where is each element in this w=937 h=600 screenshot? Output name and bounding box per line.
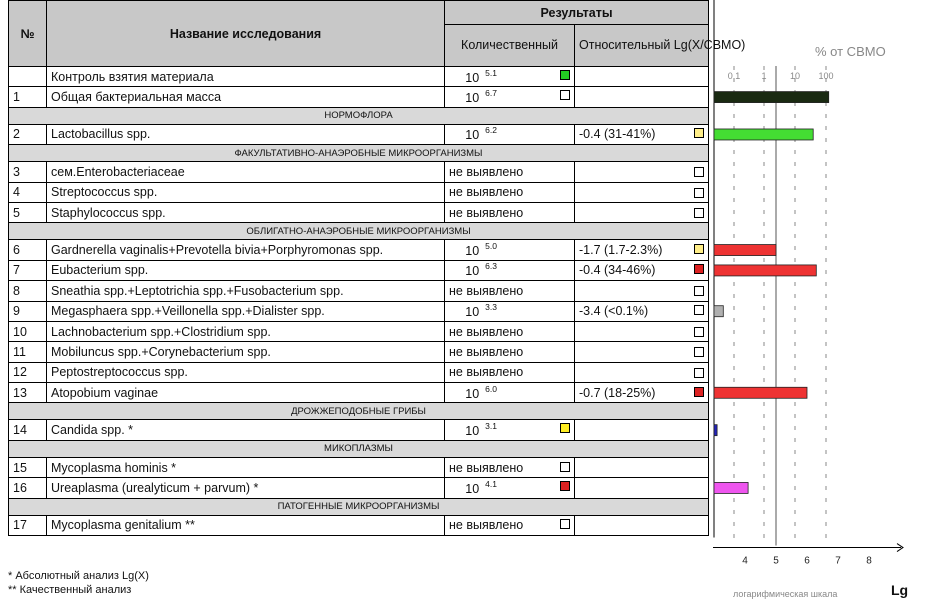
pct-title: % от СВМО: [815, 44, 886, 59]
bar-row-7: [714, 265, 816, 276]
status-box-icon: [560, 423, 570, 433]
section-row: [9, 107, 709, 124]
table-row: [9, 420, 709, 440]
quantitative-cell: [445, 342, 575, 362]
relative-cell: [575, 362, 709, 382]
status-box-icon: [560, 519, 570, 529]
row-number: 5: [9, 202, 47, 222]
quantitative-cell: [445, 124, 575, 144]
quantitative-cell: [445, 162, 575, 182]
table-row: [9, 124, 709, 144]
row-number: 3: [9, 162, 47, 182]
table-row: [9, 202, 709, 222]
quantitative-cell: [445, 67, 575, 87]
relative-cell: [575, 342, 709, 362]
quantitative-cell: [445, 281, 575, 301]
table-row: [9, 457, 709, 477]
test-name: Megasphaera spp.+Veillonella spp.+Dialister spp.: [47, 301, 445, 321]
status-box-icon: [694, 368, 704, 378]
test-name: Peptostreptococcus spp.: [47, 362, 445, 382]
quantitative-cell: [445, 515, 575, 535]
status-box-icon: [694, 264, 704, 274]
quantitative-cell: [445, 321, 575, 341]
table-row: [9, 182, 709, 202]
quantitative-cell: [445, 478, 575, 498]
quantity-base: 10: [465, 244, 480, 259]
quantity-base: 10: [465, 91, 480, 106]
row-number: 6: [9, 240, 47, 260]
quantity-exponent: 3.1: [485, 421, 497, 432]
quantitative-cell: [445, 383, 575, 403]
section-row: [9, 145, 709, 162]
quantity-exponent: 4.1: [485, 478, 497, 489]
status-box-icon: [560, 481, 570, 491]
test-name: Candida spp. *: [47, 420, 445, 440]
test-name: Lactobacillus spp.: [47, 124, 445, 144]
quantity-value: [449, 422, 497, 438]
test-name: Sneathia spp.+Leptotrichia spp.+Fusobacterium spp.: [47, 281, 445, 301]
bar-row-13: [714, 387, 807, 398]
quantity-value: [449, 480, 497, 496]
table-row: [9, 67, 709, 87]
relative-cell: [575, 321, 709, 341]
relative-cell: [575, 162, 709, 182]
pct-tick-label: 10: [789, 71, 801, 81]
quantity-exponent: 6.3: [485, 261, 497, 272]
section-row: [9, 403, 709, 420]
row-number: 15: [9, 457, 47, 477]
relative-cell: [575, 281, 709, 301]
row-number: 14: [9, 420, 47, 440]
table-row: [9, 478, 709, 498]
table-row: [9, 301, 709, 321]
col-rel-header: Относительный Lg(X/СВМО): [575, 25, 709, 67]
lg-tick-label: 4: [742, 555, 748, 567]
status-box-icon: [694, 188, 704, 198]
footnote-absolute: * Абсолютный анализ Lg(X): [8, 570, 149, 582]
table-row: [9, 281, 709, 301]
test-name: Общая бактериальная масса: [47, 87, 445, 107]
status-box-icon: [560, 90, 570, 100]
row-number: 11: [9, 342, 47, 362]
relative-cell: [575, 67, 709, 87]
quantity-value: [449, 89, 497, 105]
table-row: [9, 162, 709, 182]
relative-cell: [575, 124, 709, 144]
bar-row-16: [714, 482, 748, 493]
not-detected-label: не выявлено: [449, 344, 524, 359]
results-table: [8, 0, 746, 536]
quantitative-cell: [445, 362, 575, 382]
section-label: МИКОПЛАЗМЫ: [9, 440, 709, 457]
test-name: Lachnobacterium spp.+Clostridium spp.: [47, 321, 445, 341]
lg-tick-label: 5: [773, 555, 779, 567]
row-number: 9: [9, 301, 47, 321]
row-number: 12: [9, 362, 47, 382]
relative-value: -0.7 (18-25%): [579, 385, 656, 400]
section-label: ОБЛИГАТНО-АНАЭРОБНЫЕ МИКРООРГАНИЗМЫ: [9, 223, 709, 240]
not-detected-label: не выявлено: [449, 460, 524, 475]
axis-label-lg: Lg: [891, 582, 909, 598]
relative-cell: [575, 383, 709, 403]
test-name: сем.Enterobacteriaceae: [47, 162, 445, 182]
table-row: [9, 87, 709, 107]
quantity-base: 10: [465, 70, 480, 85]
quantity-value: [449, 126, 497, 142]
row-number: 13: [9, 383, 47, 403]
section-label: ФАКУЛЬТАТИВНО-АНАЭРОБНЫЕ МИКРООРГАНИЗМЫ: [9, 145, 709, 162]
not-detected-label: не выявлено: [449, 365, 524, 380]
quantitative-cell: [445, 420, 575, 440]
quantitative-cell: [445, 87, 575, 107]
quantitative-cell: [445, 457, 575, 477]
bar-row-9: [714, 306, 723, 317]
bar-row-2: [714, 129, 813, 140]
relative-value: -1.7 (1.7-2.3%): [579, 243, 663, 258]
relative-cell: [575, 301, 709, 321]
relative-cell: [575, 87, 709, 107]
status-box-icon: [694, 305, 704, 315]
not-detected-label: не выявлено: [449, 185, 524, 200]
quantity-base: 10: [465, 482, 480, 497]
relative-cell: [575, 420, 709, 440]
relative-value: -0.4 (34-46%): [579, 263, 656, 278]
quantity-value: [449, 262, 497, 278]
quantity-base: 10: [465, 264, 480, 279]
quantity-value: [449, 303, 497, 319]
section-row: [9, 223, 709, 240]
bar-row-6: [714, 245, 776, 256]
quantitative-cell: [445, 202, 575, 222]
quantity-base: 10: [465, 305, 480, 320]
log-scale-chart: [713, 0, 937, 600]
status-box-icon: [694, 167, 704, 177]
relative-cell: [575, 240, 709, 260]
quantity-base: 10: [465, 128, 480, 143]
relative-value: -3.4 (<0.1%): [579, 304, 649, 319]
table-row: [9, 342, 709, 362]
test-name: Atopobium vaginae: [47, 383, 445, 403]
lg-tick-label: 6: [804, 555, 810, 567]
quantity-exponent: 6.2: [485, 125, 497, 136]
status-box-icon: [694, 327, 704, 337]
not-detected-label: не выявлено: [449, 283, 524, 298]
pct-tick-label: 0.1: [727, 71, 741, 81]
quantity-exponent: 5.0: [485, 240, 497, 251]
pct-tick-label: 1: [761, 71, 767, 81]
bar-row-1: [714, 92, 829, 103]
relative-cell: [575, 202, 709, 222]
quantity-exponent: 3.3: [485, 302, 497, 313]
col-number-header: №: [9, 1, 47, 67]
section-label: ДРОЖЖЕПОДОБНЫЕ ГРИБЫ: [9, 403, 709, 420]
status-box-icon: [560, 462, 570, 472]
row-number: 2: [9, 124, 47, 144]
test-name: Streptococcus spp.: [47, 182, 445, 202]
quantity-exponent: 6.0: [485, 383, 497, 394]
row-number: 16: [9, 478, 47, 498]
lg-tick-label: 7: [835, 555, 841, 567]
pct-tick-label: 100: [818, 71, 834, 81]
row-number: 1: [9, 87, 47, 107]
quantitative-cell: [445, 301, 575, 321]
quantity-base: 10: [465, 424, 480, 439]
lg-tick-label: 8: [866, 555, 872, 567]
section-row: [9, 440, 709, 457]
table-row: [9, 260, 709, 280]
table-row: [9, 515, 709, 535]
footnotes: [8, 569, 149, 597]
not-detected-label: не выявлено: [449, 205, 524, 220]
test-name: Контроль взятия материала: [47, 67, 445, 87]
not-detected-label: не выявлено: [449, 518, 524, 533]
section-label: НОРМОФЛОРА: [9, 107, 709, 124]
quantity-exponent: 6.7: [485, 88, 497, 98]
table-row: [9, 362, 709, 382]
relative-cell: [575, 478, 709, 498]
footnote-qualitative: ** Качественный анализ: [8, 584, 132, 596]
quantitative-cell: [445, 260, 575, 280]
status-box-icon: [694, 387, 704, 397]
quantity-value: [449, 242, 497, 258]
test-name: Mobiluncus spp.+Corynebacterium spp.: [47, 342, 445, 362]
status-box-icon: [694, 286, 704, 296]
quantity-value: [449, 385, 497, 401]
col-results-header: Результаты: [445, 1, 709, 25]
table-row: [9, 240, 709, 260]
status-box-icon: [694, 208, 704, 218]
relative-cell: [575, 260, 709, 280]
relative-cell: [575, 515, 709, 535]
test-name: Mycoplasma genitalium **: [47, 515, 445, 535]
col-quant-header: Количественный: [445, 25, 575, 67]
quantitative-cell: [445, 240, 575, 260]
col-name-header: Название исследования: [47, 1, 445, 67]
status-box-icon: [560, 70, 570, 80]
quantity-value: [449, 69, 497, 85]
status-box-icon: [694, 244, 704, 254]
table-row: [9, 321, 709, 341]
quantity-base: 10: [465, 386, 480, 401]
table-row: [9, 383, 709, 403]
test-name: Eubacterium spp.: [47, 260, 445, 280]
not-detected-label: не выявлено: [449, 324, 524, 339]
row-number: 4: [9, 182, 47, 202]
status-box-icon: [694, 128, 704, 138]
relative-cell: [575, 182, 709, 202]
test-name: Gardnerella vaginalis+Prevotella bivia+Porphyromonas spp.: [47, 240, 445, 260]
test-name: Mycoplasma hominis *: [47, 457, 445, 477]
quantity-exponent: 5.1: [485, 67, 497, 78]
test-name: Staphylococcus spp.: [47, 202, 445, 222]
not-detected-label: не выявлено: [449, 164, 524, 179]
row-number: 17: [9, 515, 47, 535]
results-body: [9, 67, 709, 536]
test-name: Ureaplasma (urealyticum + parvum) *: [47, 478, 445, 498]
relative-value: -0.4 (31-41%): [579, 127, 656, 142]
relative-cell: [575, 457, 709, 477]
bar-row-14: [714, 425, 717, 436]
row-number: 8: [9, 281, 47, 301]
status-box-icon: [694, 347, 704, 357]
row-number: [9, 67, 47, 87]
row-number: 10: [9, 321, 47, 341]
scale-note: логарифмическая шкала: [733, 589, 838, 599]
section-label: ПАТОГЕННЫЕ МИКРООРГАНИЗМЫ: [9, 498, 709, 515]
row-number: 7: [9, 260, 47, 280]
quantitative-cell: [445, 182, 575, 202]
section-row: [9, 498, 709, 515]
